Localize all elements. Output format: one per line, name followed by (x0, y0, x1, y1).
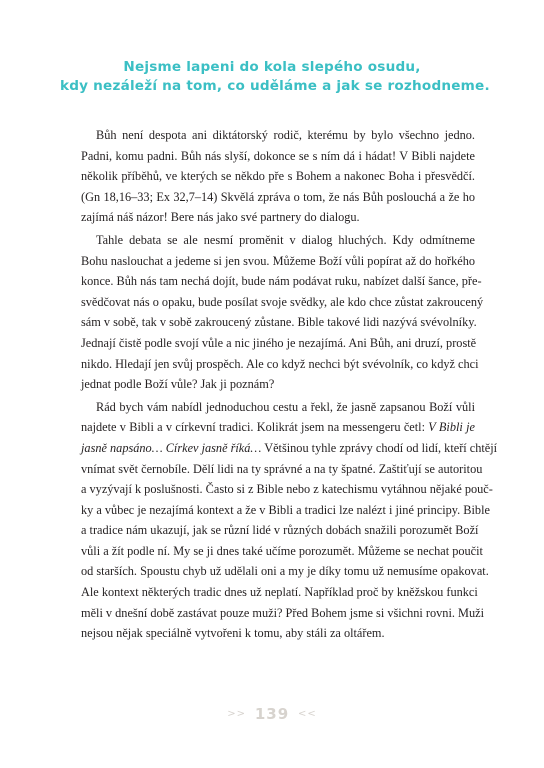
paragraph-2-line: nikdo. Hledají jen svůj prospěch. Ale co když nechci být svévolník, co když chci (81, 356, 479, 371)
paragraph-3-line: ky a vůbec je nezajímá kontext a že v Bibli a tradici lze nalézt i jiné principy. Bible (81, 502, 490, 517)
paragraph-3-line (81, 417, 475, 438)
paragraph-1-line: Bůh není despota ani diktátorský rodič, kterému by bylo všechno jedno. (96, 128, 475, 142)
paragraph-1-line: Padni, komu padni. Bůh nás slyší, dokonce se s ním dá i hádat! V Bibli najdete (81, 148, 475, 163)
page-number: 139 (254, 705, 290, 723)
paragraph-3-line: a tradice nám ukazují, jak se různí lidé v různých dobách snažili porozumět Boží (81, 523, 479, 538)
paragraph-3-line: Ale kontext některých tradic dnes už neplatí. Například proč by kněžskou funkci (81, 585, 478, 600)
paragraph-3-line (81, 438, 498, 459)
paragraph-3-text: najdete v Bibli a v církevní tradici. Kolikrát jsem na messengeru četl: (81, 420, 429, 435)
pull-quote (60, 58, 490, 96)
pull-quote-line-1: Nejsme lapeni do kola slepého osudu, (123, 59, 421, 75)
paragraph-2-line: konce. Bůh nás tam nechá dojít, bude nám podávat ruku, nabízet další šance, pře- (81, 274, 482, 289)
paragraph-3-line: vnímat svět černobíle. Dělí lidi na ty správné a na ty špatné. Zaštiťují se autoritou (81, 461, 483, 476)
paragraph-3-line: nejsou nějak speciálně vytvořeni k tomu, aby stáli za oltářem. (81, 626, 385, 641)
right-ornament-icon: << (297, 708, 317, 720)
paragraph-2-line: Tahle debata se ale nesmí proměnit v dialog hluchých. Kdy odmítneme (96, 232, 475, 247)
paragraph-1-line: zajímá náš názor! Bere nás jako své partnery do dialogu. (81, 210, 360, 225)
paragraph-1-line: (Gn 18,16–33; Ex 32,7–14) Skvělá zpráva o tom, že nás Bůh poslouchá a že ho (81, 189, 475, 204)
paragraph-3-line: Rád bych vám nabídl jednoduchou cestu a řekl, že jasně zapsanou Boží vůli (96, 399, 475, 414)
paragraph-2-line: Jednají čistě podle svojí vůle a nic jiného je nezajímá. Ani Bůh, ani druzí, prostě (81, 335, 477, 350)
messenger-quote: V Bibli je (428, 420, 475, 435)
paragraph-3-line: měli v dnešní době zastávat pouze muži? Před Bohem jsme si všichni rovni. Muži (81, 605, 484, 620)
paragraph-2-line: Bohu naslouchat a jedeme si jen svou. Můžeme Boží vůli popírat až do hořkého (81, 253, 475, 268)
paragraph-2-line: svědčovat nás o opaku, bude posílat svoje svědky, ale kdo chce zůstat zakroucený (81, 294, 484, 309)
pull-quote-line-2: kdy nezáleží na tom, co uděláme a jak se rozhodneme. (60, 78, 490, 94)
paragraph-2-line: jednat podle Boží vůle? Jak ji poznám? (81, 377, 275, 392)
paragraph-3-text: Většinou tyhle zprávy chodí od lidí, kteří chtějí (261, 440, 498, 455)
paragraph-2-line: sám v sobě, tak v sobě zakroucený zůstane. Bible takové lidi nazývá svévolníky. (81, 315, 477, 330)
paragraph-3-line: vůli a žít podle ní. My se ji dnes také učíme porozumět. Můžeme se nechat poučit (81, 543, 483, 558)
body-text (81, 125, 498, 644)
paragraph-1-line: několik příběhů, ve kterých se někdo pře s Bohem a nakonec Boha i přesvědčí. (81, 169, 475, 184)
paragraph-3-line: od starších. Spoustu chyb už udělali oni a my je díky tomu už nemusíme opakovat. (81, 564, 489, 579)
messenger-quote: jasně napsáno… Církev jasně říká… (81, 440, 262, 455)
paragraph-3-line: a vyzývají k poslušnosti. Často si z Bible nebo z katechismu vytáhnou nějaké pouč- (81, 482, 493, 497)
left-ornament-icon: >> (227, 708, 247, 720)
page-footer (0, 705, 544, 723)
